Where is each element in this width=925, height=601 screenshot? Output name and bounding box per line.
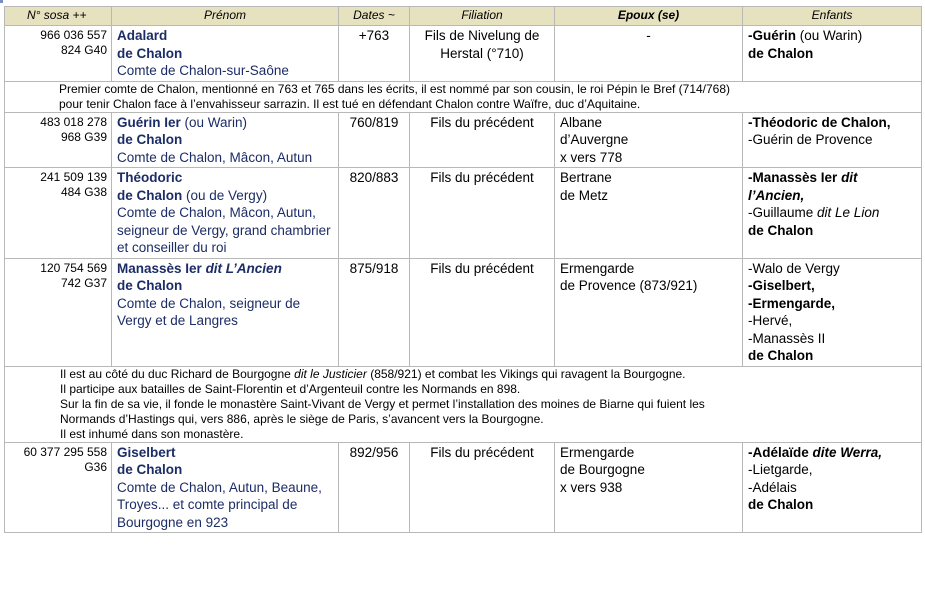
person-name: Giselbert xyxy=(117,444,176,460)
person-name-alias: (ou Warin) xyxy=(180,114,248,130)
person-surname-alias: (ou de Vergy) xyxy=(182,187,268,203)
spouse-origin: d’Auvergne xyxy=(560,132,629,147)
sosa-generation: 968 G39 xyxy=(60,129,107,144)
spouse-name: Ermengarde xyxy=(560,444,635,460)
epoux-cell xyxy=(555,442,743,533)
person-surname: de Chalon xyxy=(117,278,183,293)
sosa-cell xyxy=(5,26,112,82)
child-name: -Walo de Vergy xyxy=(748,260,840,276)
sosa-number: 241 509 139 xyxy=(40,170,107,184)
sosa-cell xyxy=(5,168,112,259)
note-line: Il est inhumé dans son monastère. xyxy=(60,426,244,441)
sosa-generation: 824 G40 xyxy=(60,43,107,57)
note-line: pour tenir Chalon face à l’envahisseur sarrazin. Il est tué en défendant Chalon contre Waïfre, duc d’Aquitaine. xyxy=(59,96,641,111)
child-name: -Guérin xyxy=(748,28,797,43)
table-row xyxy=(5,112,922,168)
sosa-cell xyxy=(5,442,112,533)
header-dates: Dates ~ xyxy=(339,7,410,26)
person-name: Guérin Ier xyxy=(117,114,181,130)
child-name: -Guérin de Provence xyxy=(748,132,873,147)
prenom-cell xyxy=(112,442,339,533)
header-sosa: N° sosa ++ xyxy=(5,7,112,26)
prenom-cell xyxy=(112,112,339,168)
filiation-cell: Fils du précédent xyxy=(410,442,555,533)
person-title: Comte de Chalon-sur-Saône xyxy=(117,63,289,78)
header-filiation: Filiation xyxy=(410,7,555,26)
epoux-cell: - xyxy=(555,26,743,82)
sosa-generation: G36 xyxy=(84,459,107,474)
person-surname: de Chalon xyxy=(117,187,183,203)
table-row xyxy=(5,26,922,82)
child-surname: de Chalon xyxy=(748,497,814,512)
prenom-cell xyxy=(112,168,339,259)
person-name: Adalard xyxy=(117,28,168,43)
note-row xyxy=(5,81,922,112)
person-title: Comte de Chalon, seigneur de Vergy et de Langres xyxy=(117,295,301,328)
epoux-cell xyxy=(555,168,743,259)
spouse-name: Bertrane xyxy=(560,170,612,185)
child-epithet: dite Werra, xyxy=(812,444,883,460)
header-enfants: Enfants xyxy=(743,7,922,26)
note-line: Sur la fin de sa vie, il fonde le monastère Saint-Vivant de Vergy et permet l’installation des moines de Biarne qui fuient les xyxy=(60,396,705,411)
child-name: -Giselbert, xyxy=(748,278,815,293)
spouse-name: Albane xyxy=(560,114,603,130)
note-row xyxy=(5,366,922,442)
spouse-origin: de Bourgogne xyxy=(560,462,645,477)
prenom-cell xyxy=(112,258,339,366)
dates-cell: 820/883 xyxy=(339,168,410,259)
child-name: -Manassès Ier xyxy=(748,170,842,185)
sosa-generation: 742 G37 xyxy=(60,275,107,290)
dates-cell: 875/918 xyxy=(339,258,410,366)
marriage-date: x vers 938 xyxy=(560,479,623,495)
person-surname: de Chalon xyxy=(117,462,183,477)
sosa-number: 966 036 557 xyxy=(40,28,107,42)
note-cell xyxy=(5,366,922,442)
person-title: Comte de Chalon, Autun, Beaune, Troyes... et comte principal de Bourgogne en 923 xyxy=(117,479,322,530)
spouse-origin: de Metz xyxy=(560,187,609,203)
child-name: -Guillaume xyxy=(748,205,818,220)
child-name: -Théodoric de Chalon, xyxy=(748,114,891,130)
person-title: Comte de Chalon, Mâcon, Autun, seigneur de Vergy, grand chambrier et conseiller du roi xyxy=(117,205,331,255)
person-surname: de Chalon xyxy=(117,45,183,61)
note-cell xyxy=(5,81,922,112)
child-epithet: dit Le Lion xyxy=(817,205,880,220)
filiation-cell: Fils du précédent xyxy=(410,258,555,366)
enfants-cell xyxy=(743,168,922,259)
genealogy-table xyxy=(4,6,922,533)
table-row xyxy=(5,258,922,366)
corner-marker xyxy=(0,0,3,3)
dates-cell: 892/956 xyxy=(339,442,410,533)
child-name: -Lietgarde, xyxy=(748,462,813,477)
header-prenom: Prénom xyxy=(112,7,339,26)
table-row xyxy=(5,168,922,259)
child-name: -Hervé, xyxy=(748,313,793,328)
note-line: Il est au côté du duc Richard de Bourgogne dit le Justicier (858/921) et combat les Vikings qui ravagent la Bourgogne. xyxy=(60,366,686,381)
header-row xyxy=(5,7,922,26)
sosa-cell xyxy=(5,258,112,366)
person-surname: de Chalon xyxy=(117,132,183,147)
child-name: -Ermengarde, xyxy=(748,295,836,311)
enfants-cell xyxy=(743,112,922,168)
person-name: Manassès Ier xyxy=(117,260,206,276)
child-surname: de Chalon xyxy=(748,222,814,238)
child-surname: de Chalon xyxy=(748,45,814,61)
sosa-number: 60 377 295 558 xyxy=(23,444,107,459)
epoux-cell xyxy=(555,112,743,168)
person-title: Comte de Chalon, Mâcon, Autun xyxy=(117,149,313,165)
header-epoux: Epoux (se) xyxy=(555,7,743,26)
table-row xyxy=(5,442,922,533)
enfants-cell xyxy=(743,26,922,82)
sosa-number: 483 018 278 xyxy=(40,114,107,129)
dates-cell: 760/819 xyxy=(339,112,410,168)
note-line: Premier comte de Chalon, mentionné en 763 et 765 dans les écrits, il est nommé par son cousin, le roi Pépin le Bref (714/768) xyxy=(59,81,731,96)
sosa-number: 120 754 569 xyxy=(40,260,107,275)
marriage-date: x vers 778 xyxy=(560,149,623,165)
enfants-cell xyxy=(743,442,922,533)
child-name: -Adélais xyxy=(748,479,797,495)
note-line: Il participe aux batailles de Saint-Florentin et d’Argenteuil contre les Normands en 898. xyxy=(60,381,521,396)
child-epithet: dit l’Ancien, xyxy=(748,170,858,203)
filiation-cell: Fils du précédent xyxy=(410,112,555,168)
child-name: -Adélaïde xyxy=(748,444,813,460)
sosa-cell xyxy=(5,112,112,168)
person-name: Théodoric xyxy=(117,170,183,185)
person-epithet: dit L’Ancien xyxy=(205,260,282,276)
sosa-generation: 484 G38 xyxy=(60,185,107,199)
spouse-origin: de Provence (873/921) xyxy=(560,278,698,293)
child-alias: (ou Warin) xyxy=(796,28,863,43)
epoux-cell xyxy=(555,258,743,366)
dates-cell: +763 xyxy=(339,26,410,82)
spouse-name: Ermengarde xyxy=(560,260,635,276)
note-line: Normands d’Hastings qui, vers 886, après le siège de Paris, s’avancent vers la Bourgogne. xyxy=(60,411,544,426)
filiation-cell: Fils de Nivelung de Herstal (°710) xyxy=(410,26,555,82)
filiation-cell: Fils du précédent xyxy=(410,168,555,259)
child-name: -Manassès II xyxy=(748,330,826,346)
child-surname: de Chalon xyxy=(748,348,814,363)
prenom-cell xyxy=(112,26,339,82)
enfants-cell xyxy=(743,258,922,366)
